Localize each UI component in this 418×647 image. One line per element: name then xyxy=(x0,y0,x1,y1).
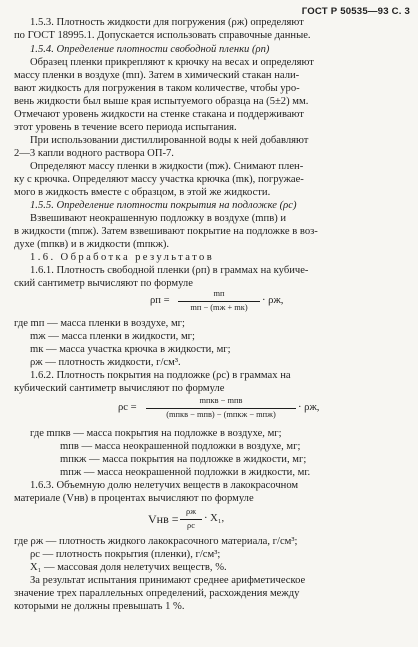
text-line: mк — масса участка крючка в жидкости, мг; xyxy=(30,344,231,355)
text-line: mпв — масса неокрашенной подложки в воздухе, мг; xyxy=(60,441,301,452)
text-line: mпж — масса неокрашенной подложки в жидкости, мг. xyxy=(60,467,311,478)
text-line: вень жидкости был выше края испытуемого образца на (5±2) мм. xyxy=(14,96,309,107)
text-line: ρж — плотность жидкости, г/см³. xyxy=(30,357,181,368)
formula-lhs: ρс = xyxy=(118,402,137,413)
text-line: ρс — плотность покрытия (пленки), г/см³; xyxy=(30,549,221,560)
formula-numerator: mпкв − mпв xyxy=(199,396,243,405)
formula-denominator: ρс xyxy=(187,521,195,530)
text-line: 1.6.2. Плотность покрытия на подложке (ρс) в граммах на xyxy=(30,370,291,381)
formula-denominator: mп − (mж + mк) xyxy=(190,303,248,312)
text-line: ку с крючка. Определяют массу участка крючка (mк), погружае- xyxy=(14,174,304,185)
page-header: ГОСТ Р 50535—93 С. 3 xyxy=(301,6,410,17)
text-line: 2—3 капли водного раствора ОП-7. xyxy=(14,148,174,159)
text-line: материале (Vнв) в процентах вычисляют по формуле xyxy=(14,493,254,504)
fraction-bar xyxy=(178,301,260,302)
text-line: Отмечают уровень жидкости на стенке стакана и поддерживают xyxy=(14,109,304,120)
text-line: мого в жидкость вместе с образцом, в этой же жидкости. xyxy=(14,187,271,198)
text-line: X₁ — массовая доля нелетучих веществ, %. xyxy=(30,562,227,573)
section-heading: 1.5.5. Определение плотности покрытия на подложке (ρс) xyxy=(30,200,297,211)
text-line: 1.6.1. Плотность свободной пленки (ρп) в граммах на кубиче- xyxy=(30,265,309,276)
text-line: вают жидкость для погружения в таком количестве, чтобы уро- xyxy=(14,83,300,94)
text-line: Образец пленки прикрепляют к крючку на весах и определяют xyxy=(30,57,314,68)
formula-tail: · ρж, xyxy=(298,402,320,413)
text-line: которыми не должны превышать 1 %. xyxy=(14,601,185,612)
text-line: кубический сантиметр вычисляют по формуле xyxy=(14,383,225,394)
text-line: духе (mпкв) и в жидкости (mпкж). xyxy=(14,239,170,250)
text-line: ский сантиметр вычисляют по формуле xyxy=(14,278,193,289)
section-heading: 1.5.4. Определение плотности свободной пленки (ρп) xyxy=(30,44,270,55)
text-line: где ρж — плотность жидкого лакокрасочного материала, г/см³; xyxy=(14,536,298,547)
text-line: При использовании дистиллированной воды к ней добавляют xyxy=(30,135,309,146)
formula-tail: · ρж, xyxy=(262,295,284,306)
text-line: где mпкв — масса покрытия на подложке в воздухе, мг; xyxy=(30,428,282,439)
text-line: mж — масса пленки в жидкости, мг; xyxy=(30,331,195,342)
text-line: по ГОСТ 18995.1. Допускается использовать справочные данные. xyxy=(14,30,311,41)
formula-denominator: (mпкв − mпв) − (mпкж − mпж) xyxy=(166,410,276,419)
text-line: Определяют массу пленки в жидкости (mж). Снимают плен- xyxy=(30,161,304,172)
formula-tail: · X₁, xyxy=(204,513,225,524)
section-heading: 1.6. Обработка результатов xyxy=(30,252,215,263)
formula-lhs: ρп = xyxy=(150,295,170,306)
formula-numerator: ρж xyxy=(186,507,196,516)
text-line: этот уровень в течение всего периода испытания. xyxy=(14,122,237,133)
fraction-bar xyxy=(146,408,296,409)
text-line: значение трех параллельных определений, расхождения между xyxy=(14,588,300,599)
text-line: в жидкости (mпж). Затем взвешивают покрытие на подложке в воз- xyxy=(14,226,318,237)
text-line: массу пленки в воздухе (mп). Затем в химический стакан нали- xyxy=(14,70,300,81)
text-line: 1.5.3. Плотность жидкости для погружения (ρж) определяют xyxy=(30,17,304,28)
text-line: Взвешивают неокрашенную подложку в воздухе (mпв) и xyxy=(30,213,287,224)
fraction-bar xyxy=(180,519,202,520)
text-line: За результат испытания принимают среднее арифметическое xyxy=(30,575,306,586)
text-line: где mп — масса пленки в воздухе, мг; xyxy=(14,318,185,329)
formula-numerator: mп xyxy=(213,289,225,298)
formula-lhs: Vнв = xyxy=(148,512,179,526)
text-line: mпкж — масса покрытия на подложке в жидкости, мг; xyxy=(60,454,307,465)
text-line: 1.6.3. Объемную долю нелетучих веществ в лакокрасочном xyxy=(30,480,299,491)
